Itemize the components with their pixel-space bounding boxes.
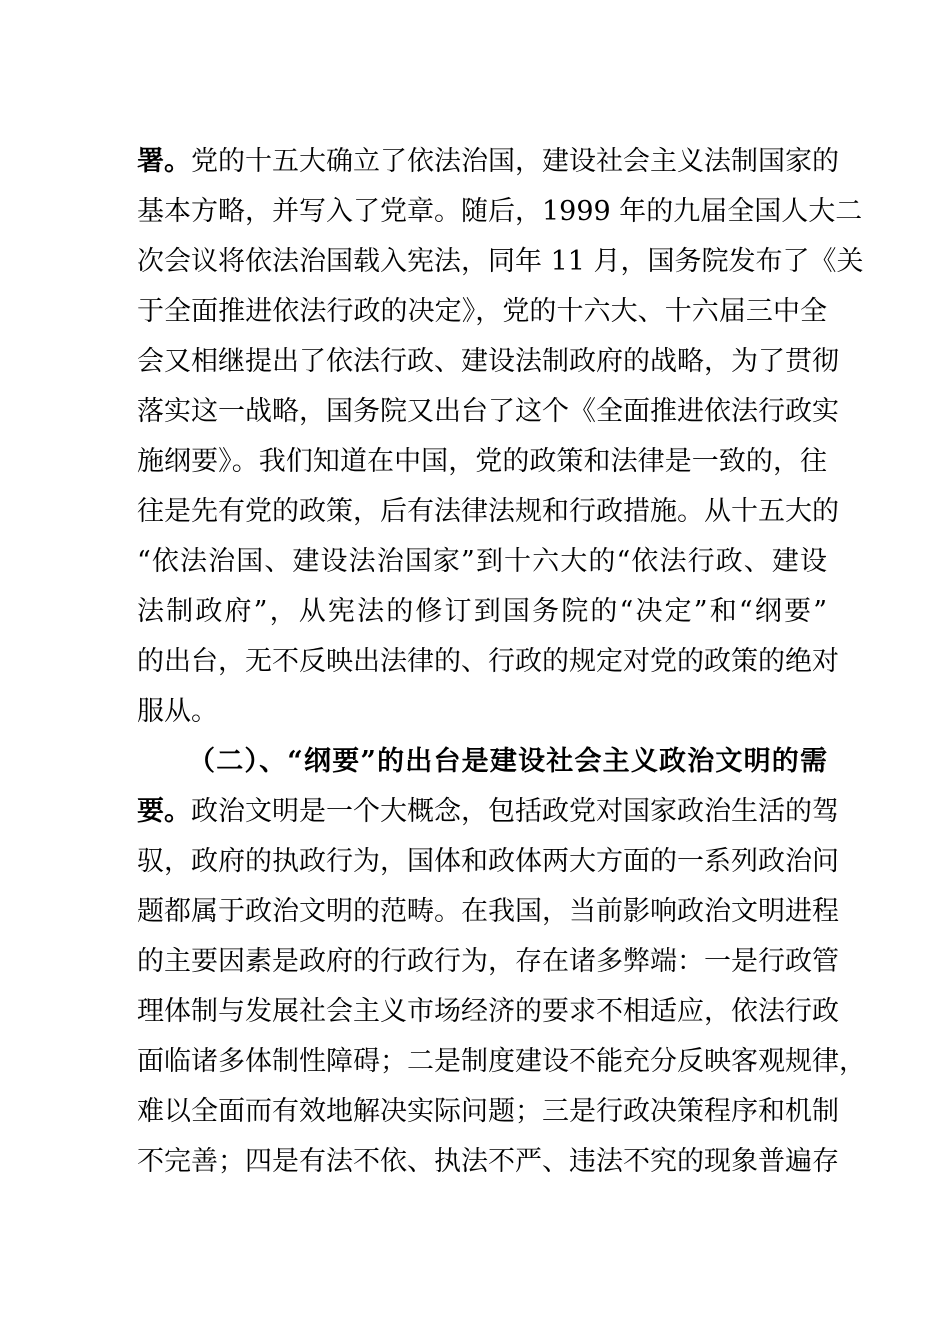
text-line [137,1037,866,1087]
text-run: “依法治国、建设法治国家”到十六大的“依法行政、建设 [137,546,827,577]
text-run: 基本方略，并写入了党章。随后，1999 年的九届全国人大二 [137,196,863,227]
text-line [137,787,839,837]
text-run: 理体制与发展社会主义市场经济的要求不相适应，依法行政 [137,996,839,1027]
text-line [137,287,827,337]
text-run: 驭，政府的执政行为，国体和政体两大方面的一系列政治问 [137,846,839,877]
text-run: 政治文明是一个大概念，包括政党对国家政治生活的驾 [191,796,839,827]
text-run: 的主要因素是政府的行政行为，存在诸多弊端：一是行政管 [137,946,839,977]
text-run: 落实这一战略，国务院又出台了这个《全面推进依法行政实 [137,396,839,427]
text-run: 题都属于政治文明的范畴。在我国，当前影响政治文明进程 [137,896,839,927]
text-run: 法制政府”，从宪法的修订到国务院的“决定”和“纲要” [137,596,827,627]
text-run: 会又相继提出了依法行政、建设法制政府的战略，为了贯彻 [137,346,839,377]
text-line [137,687,827,737]
text-line [137,1087,839,1137]
text-line [137,887,839,937]
text-line [137,337,839,387]
text-line [137,187,863,237]
text-run: 党的十五大确立了依法治国，建设社会主义法制国家的 [191,146,839,177]
text-line [137,437,827,487]
text-line [137,837,839,887]
text-run: 不完善；四是有法不依、执法不严、违法不究的现象普遍存 [137,1146,839,1177]
text-run: 服从。 [137,696,218,727]
text-run: 面临诸多体制性障碍；二是制度建设不能充分反映客观规律， [137,1046,866,1077]
text-run: 的出台，无不反映出法律的、行政的规定对党的政策的绝对 [137,646,839,677]
text-line [137,237,864,287]
text-line [137,637,839,687]
text-line [137,387,839,437]
text-line [137,1137,839,1187]
text-run: 于全面推进依法行政的决定》，党的十六大、十六届三中全 [137,296,827,327]
text-run: 次会议将依法治国载入宪法，同年 11 月，国务院发布了《关 [137,246,864,277]
text-run: 施纲要》。我们知道在中国，党的政策和法律是一致的，往 [137,446,827,477]
section-heading: （二）、“纲要”的出台是建设社会主义政治文明的需 [188,746,827,777]
text-run: 难以全面而有效地解决实际问题；三是行政决策程序和机制 [137,1096,839,1127]
text-line [137,537,827,587]
text-line [137,587,827,637]
text-line [137,487,839,537]
text-line [137,987,839,1037]
bold-run: 要。 [137,796,191,827]
text-run: 往是先有党的政策，后有法律法规和行政措施。从十五大的 [137,496,839,527]
text-line [137,137,839,187]
section-heading-line [188,737,827,787]
text-line [137,937,839,987]
bold-run: 署。 [137,146,191,177]
